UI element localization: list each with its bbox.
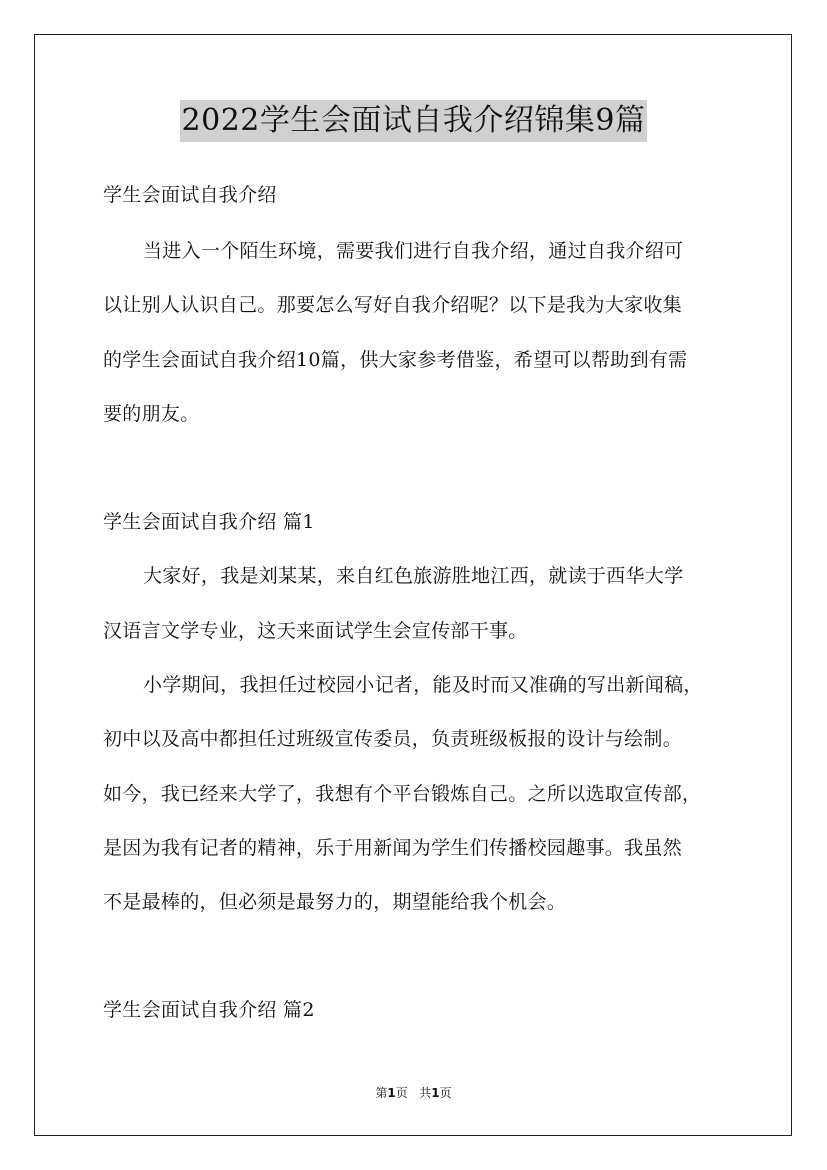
page-footer [0, 1084, 827, 1101]
paragraph-line: 不是最棒的，但必须是最努力的，期望能给我个机会。 [103, 891, 567, 913]
footer-total-unit: 页 [439, 1086, 452, 1100]
section-heading-1: 学生会面试自我介绍 篇1 [103, 511, 315, 533]
footer-total-label: 共 [419, 1086, 432, 1100]
footer-page-label: 第 [375, 1086, 388, 1100]
paragraph-line: 如今，我已经来大学了，我想有个平台锻炼自己。之所以选取宣传部， [103, 783, 702, 805]
paragraph-line: 要的朋友。 [103, 403, 200, 425]
paragraph-line: 当进入一个陌生环境，需要我们进行自我介绍，通过自我介绍可 [143, 240, 684, 262]
paragraph-line: 的学生会面试自我介绍10篇，供大家参考借鉴，希望可以帮助到有需 [103, 349, 688, 371]
paragraph-line: 是因为我有记者的精神，乐于用新闻为学生们传播校园趣事。我虽然 [103, 837, 683, 859]
paragraph-line: 大家好，我是刘某某，来自红色旅游胜地江西，就读于西华大学 [143, 565, 684, 587]
paragraph-line: 以让别人认识自己。那要怎么写好自我介绍呢？以下是我为大家收集 [103, 294, 683, 316]
footer-total-number: 1 [431, 1086, 440, 1100]
paragraph-line: 汉语言文学专业，这天来面试学生会宣传部干事。 [103, 620, 528, 642]
footer-page-number: 1 [387, 1086, 396, 1100]
intro-heading: 学生会面试自我介绍 [103, 184, 277, 206]
section-heading-2: 学生会面试自我介绍 篇2 [103, 999, 315, 1021]
title-container [0, 100, 827, 142]
paragraph-line: 小学期间，我担任过校园小记者，能及时而又准确的写出新闻稿， [143, 674, 703, 696]
paragraph-line: 初中以及高中都担任过班级宣传委员，负责班级板报的设计与绘制。 [103, 728, 683, 750]
footer-page-unit: 页 [395, 1086, 408, 1100]
document-title: 2022学生会面试自我介绍锦集9篇 [180, 100, 648, 142]
